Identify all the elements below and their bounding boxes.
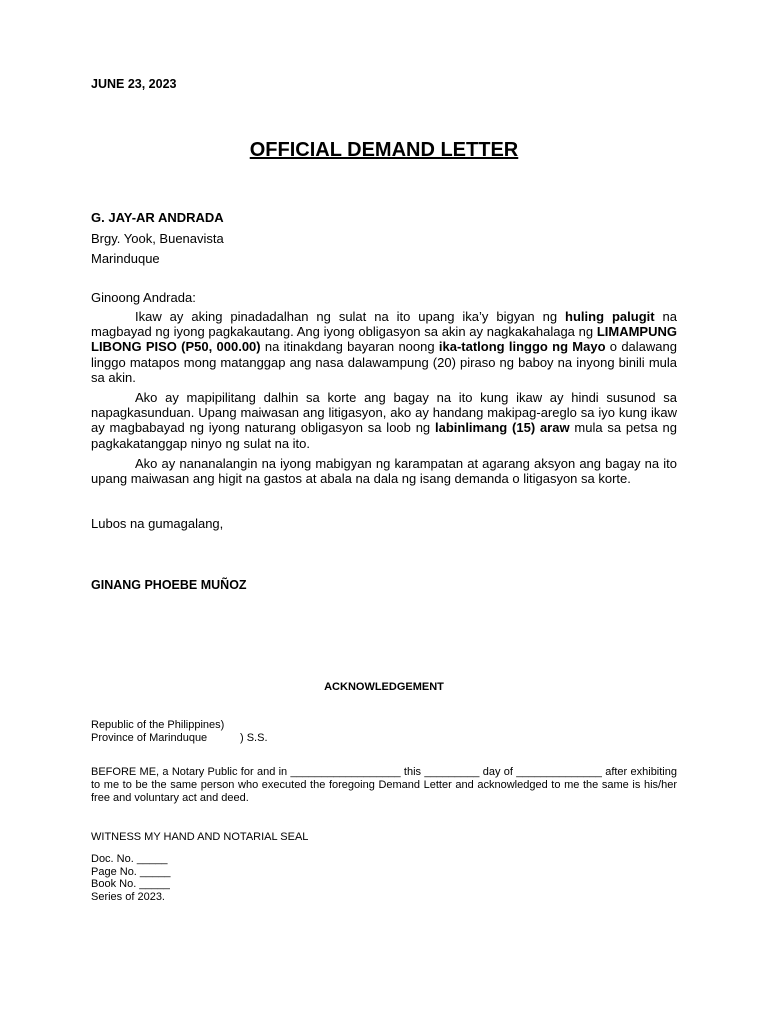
recipient-address-line2: Marinduque (91, 251, 160, 266)
paragraph-text: na itinakdang bayaran noong (260, 339, 439, 355)
paragraph-text: o dalawang linggo matapos mong matanggap ang nasa dalawampung (20) piraso ng baboy na inyong binili mula sa akin. (91, 339, 677, 385)
paragraph-text: Ikaw ay aking pinadadalhan ng sulat na ito upang ika’y bigyan ng (135, 309, 566, 324)
venue-line (91, 719, 224, 732)
recipient-name: G. JAY-AR ANDRADA (91, 210, 224, 225)
paragraph-text: mula sa petsa ng pagkakatanggap ninyo ng sulat na ito. (91, 420, 678, 451)
recipient-address-line1: Brgy. Yook, Buenavista (91, 230, 224, 246)
venue-ss: ) S.S. (240, 732, 268, 744)
body-paragraph-1 (91, 309, 677, 385)
venue-province: Province of Marinduque (91, 732, 208, 744)
emphasis-text: huling palugit (565, 309, 655, 324)
closing: Lubos na gumagalang, (91, 516, 224, 531)
book-no: Book No. _____ (91, 878, 170, 891)
doc-no: Doc. No. _____ (91, 853, 168, 865)
paragraph-text: na magbayad ng iyong pagkakautang. Ang iyong obligasyon sa akin ay nagkakahalaga ng (91, 309, 677, 340)
letter-date: JUNE 23, 2023 (91, 77, 177, 91)
paragraph-text: Ako ay mapipilitang dalhin sa korte ang bagay na ito kung ikaw ay hindi susunod sa napagkasunduan. Upang maiwasan ang litigasyon, ako ay handang makipag-areglo sa iyo kung ikaw ay magbabayad ng iyong naturang obligasyon sa loob ng (91, 390, 677, 436)
venue-line (91, 732, 268, 745)
emphasis-text: labinlimang (15) araw (434, 420, 570, 436)
amount-text: LIMAMPUNG LIBONG PISO (P50, 000.00) (91, 324, 677, 355)
salutation: Ginoong Andrada: (91, 290, 196, 305)
letter-body (91, 309, 677, 491)
body-paragraph-2 (91, 390, 677, 451)
acknowledgement-title: ACKNOWLEDGEMENT (324, 681, 444, 693)
paragraph-text: Ako ay nananalangin na iyong mabigyan ng karampatan at agarang aksyon ang bagay na ito upang maiwasan ang higit na gastos at abala na dala ng isang demanda o litigasyon sa korte. (91, 455, 677, 487)
document-numbers (91, 853, 171, 903)
venue-country: Republic of the Philippines) (91, 719, 225, 731)
recipient-block (91, 208, 224, 270)
venue-block (91, 719, 268, 745)
signer-name: GINANG PHOEBE MUÑOZ (91, 578, 247, 592)
body-paragraph-3 (91, 456, 677, 486)
series: Series of 2023. (91, 890, 165, 903)
notary-statement: BEFORE ME, a Notary Public for and in __________________ this _________ day of ______________ after exhibiting to me to be the same person who executed the foregoing Demand Letter and acknowledged to me the same is his/her free and voluntary act and deed. (91, 766, 677, 804)
page-no: Page No. _____ (91, 865, 171, 878)
letter-title: OFFICIAL DEMAND LETTER (249, 139, 519, 161)
witness-line: WITNESS MY HAND AND NOTARIAL SEAL (91, 831, 309, 843)
emphasis-text: ika-tatlong linggo ng Mayo (438, 339, 606, 355)
